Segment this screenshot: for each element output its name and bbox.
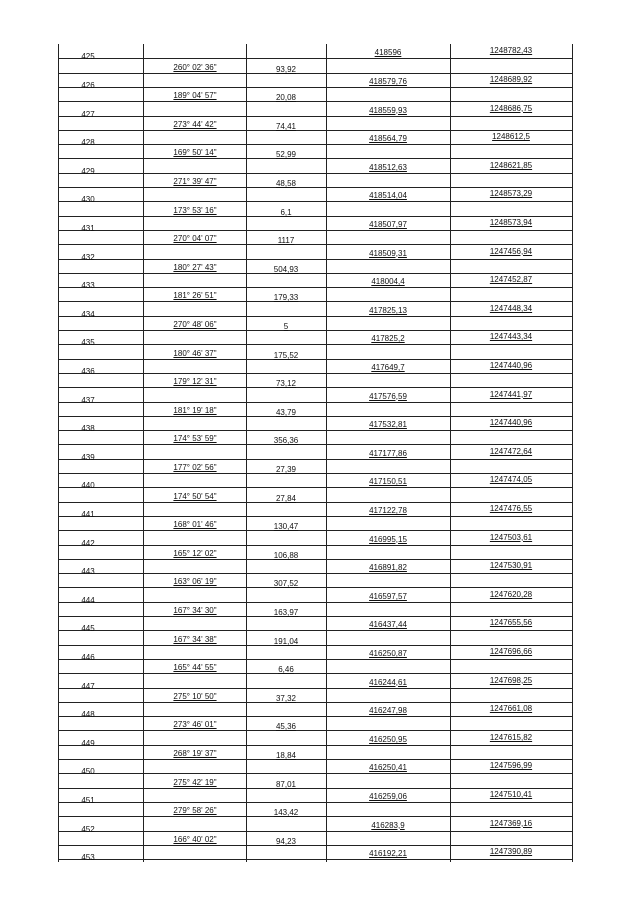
point-number: 432 xyxy=(81,252,95,262)
segment-length: 175,52 xyxy=(273,350,299,360)
row-rule xyxy=(58,373,572,374)
y-coordinate: 1247661,08 xyxy=(489,704,533,714)
segment-length: 191,04 xyxy=(273,636,299,646)
point-number: 453 xyxy=(81,853,95,863)
row-rule xyxy=(58,602,572,603)
direction-angle: 180° 46' 37" xyxy=(173,348,217,358)
x-coordinate: 418512,63 xyxy=(369,162,407,172)
segment-length: 45,36 xyxy=(275,722,297,732)
point-number: 430 xyxy=(81,195,95,205)
segment-length: 52,99 xyxy=(275,150,297,160)
segment-length: 6,46 xyxy=(278,665,294,675)
y-coordinate: 1247390,89 xyxy=(489,847,533,857)
x-coordinate: 416192,21 xyxy=(369,849,407,859)
point-number: 448 xyxy=(81,710,95,720)
y-coordinate: 1247474,05 xyxy=(489,475,533,485)
y-coordinate: 1248689,92 xyxy=(489,74,533,84)
point-number: 427 xyxy=(81,109,95,119)
segment-length: 18,84 xyxy=(275,751,297,760)
segment-length: 87,01 xyxy=(275,779,297,789)
row-rule xyxy=(58,87,572,88)
segment-length: 143,42 xyxy=(273,808,299,818)
y-coordinate: 1247456,94 xyxy=(489,246,533,256)
row-rule xyxy=(58,144,572,145)
x-coordinate: 417177,86 xyxy=(369,448,407,458)
direction-angle: 189° 04' 57" xyxy=(173,91,217,101)
direction-angle: 275° 10' 50" xyxy=(173,691,217,701)
segment-length: 93,92 xyxy=(275,64,297,74)
y-coordinate: 1247476,55 xyxy=(489,503,533,513)
x-coordinate: 418004,4 xyxy=(371,277,405,287)
direction-angle: 167° 34' 38" xyxy=(173,634,217,644)
point-number: 440 xyxy=(81,481,95,491)
x-coordinate: 416244,61 xyxy=(369,677,407,687)
segment-length: 43,79 xyxy=(275,407,297,417)
row-rule xyxy=(58,173,572,174)
row-rule xyxy=(58,316,572,317)
direction-angle: 279° 58' 26" xyxy=(173,806,217,816)
segment-length: 5 xyxy=(283,322,289,331)
direction-angle: 260° 02' 36" xyxy=(173,62,217,72)
point-number: 441 xyxy=(81,509,95,519)
x-coordinate: 416250,87 xyxy=(369,648,407,658)
y-coordinate: 1248573,29 xyxy=(489,189,533,199)
direction-angle: 271° 39' 47" xyxy=(173,177,217,186)
x-coordinate: 416259,06 xyxy=(369,791,407,801)
row-rule xyxy=(58,58,572,59)
y-coordinate: 1247452,87 xyxy=(489,275,533,285)
direction-angle: 273° 44' 42" xyxy=(173,119,217,129)
y-coordinate: 1247698,25 xyxy=(489,675,533,685)
column-border xyxy=(143,44,144,862)
direction-angle: 180° 27' 43" xyxy=(173,262,217,272)
direction-angle: 174° 50' 54" xyxy=(173,491,217,501)
point-number: 443 xyxy=(81,567,95,577)
x-coordinate: 416597,57 xyxy=(369,591,407,601)
row-rule xyxy=(58,287,572,288)
direction-angle: 181° 26' 51" xyxy=(173,291,217,301)
column-border xyxy=(572,44,573,862)
x-coordinate: 418509,31 xyxy=(369,248,407,258)
row-rule xyxy=(58,773,572,774)
point-number: 433 xyxy=(81,281,95,291)
x-coordinate: 417122,78 xyxy=(369,505,407,515)
segment-length: 74,41 xyxy=(275,121,297,131)
direction-angle: 268° 19' 37" xyxy=(173,749,217,758)
direction-angle: 174° 53' 59" xyxy=(173,434,217,444)
direction-angle: 177° 02' 56" xyxy=(173,463,217,472)
direction-angle: 179° 12' 31" xyxy=(173,377,217,387)
point-number: 449 xyxy=(81,738,95,748)
direction-angle: 168° 01' 46" xyxy=(173,520,217,530)
x-coordinate: 416250,41 xyxy=(369,763,407,773)
row-rule xyxy=(58,230,572,231)
segment-length: 20,08 xyxy=(275,93,297,103)
y-coordinate: 1247620,28 xyxy=(489,589,533,599)
direction-angle: 181° 19' 18" xyxy=(173,405,217,415)
y-coordinate: 1247443,34 xyxy=(489,332,533,342)
row-rule xyxy=(58,545,572,546)
segment-length: 73,12 xyxy=(275,379,297,389)
x-coordinate: 416995,15 xyxy=(369,534,407,544)
direction-angle: 165° 12' 02" xyxy=(173,548,217,558)
direction-angle: 166° 40' 02" xyxy=(173,834,217,844)
row-rule xyxy=(58,344,572,345)
point-number: 438 xyxy=(81,424,95,434)
y-coordinate: 1247369,16 xyxy=(489,818,533,828)
row-rule xyxy=(58,802,572,803)
x-coordinate: 417825,13 xyxy=(369,305,407,315)
point-number: 431 xyxy=(81,223,95,233)
point-number: 439 xyxy=(81,452,95,462)
point-number: 435 xyxy=(81,338,95,348)
direction-angle: 270° 04' 07" xyxy=(173,234,217,244)
segment-length: 27,39 xyxy=(275,465,297,474)
segment-length: 179,33 xyxy=(273,293,299,303)
row-rule xyxy=(58,116,572,117)
y-coordinate: 1247655,56 xyxy=(489,618,533,628)
x-coordinate: 416247,98 xyxy=(369,706,407,716)
row-rule xyxy=(58,716,572,717)
direction-angle: 169° 50' 14" xyxy=(173,148,217,158)
point-number: 428 xyxy=(81,138,95,148)
row-rule xyxy=(58,573,572,574)
point-number: 426 xyxy=(81,80,95,90)
segment-length: 356,36 xyxy=(273,436,299,446)
y-coordinate: 1247440,96 xyxy=(489,360,533,370)
direction-angle: 173° 53' 16" xyxy=(173,205,217,215)
point-number: 450 xyxy=(81,767,95,777)
y-coordinate: 1247615,82 xyxy=(489,732,533,742)
segment-length: 163,97 xyxy=(273,608,299,617)
point-number: 442 xyxy=(81,538,95,548)
row-rule xyxy=(58,459,572,460)
direction-angle: 273° 46' 01" xyxy=(173,720,217,730)
direction-angle: 163° 06' 19" xyxy=(173,577,217,587)
y-coordinate: 1247596,99 xyxy=(489,761,533,771)
x-coordinate: 416437,44 xyxy=(369,620,407,630)
x-coordinate: 416283,9 xyxy=(371,820,405,830)
y-coordinate: 1248686,75 xyxy=(489,103,533,113)
point-number: 452 xyxy=(81,824,95,834)
row-rule xyxy=(58,430,572,431)
direction-angle: 167° 34' 30" xyxy=(173,606,217,615)
x-coordinate: 416891,82 xyxy=(369,563,407,573)
row-rule xyxy=(58,201,572,202)
y-coordinate: 1248782,43 xyxy=(489,46,533,56)
x-coordinate: 418507,97 xyxy=(369,219,407,229)
y-coordinate: 1247448,34 xyxy=(489,303,533,313)
segment-length: 1117 xyxy=(277,236,295,246)
segment-length: 6,1 xyxy=(280,207,292,217)
y-coordinate: 1247441,97 xyxy=(489,389,533,399)
y-coordinate: 1248621,85 xyxy=(489,160,533,170)
x-coordinate: 417150,51 xyxy=(369,477,407,487)
segment-length: 37,32 xyxy=(275,693,297,703)
row-rule xyxy=(58,630,572,631)
row-rule xyxy=(58,659,572,660)
point-number: 446 xyxy=(81,652,95,662)
x-coordinate: 418596 xyxy=(374,48,402,58)
segment-length: 130,47 xyxy=(273,522,299,532)
direction-angle: 270° 48' 06" xyxy=(173,320,217,329)
x-coordinate: 418559,93 xyxy=(369,105,407,115)
y-coordinate: 1247510,41 xyxy=(489,789,533,799)
row-rule xyxy=(58,745,572,746)
point-number: 444 xyxy=(81,595,95,605)
segment-length: 504,93 xyxy=(273,264,299,274)
point-number: 436 xyxy=(81,366,95,376)
row-rule xyxy=(58,516,572,517)
x-coordinate: 417576,59 xyxy=(369,391,407,401)
direction-angle: 275° 42' 19" xyxy=(173,777,217,787)
point-number: 447 xyxy=(81,681,95,691)
x-coordinate: 416250,95 xyxy=(369,734,407,744)
point-number: 445 xyxy=(81,624,95,634)
row-rule xyxy=(58,688,572,689)
segment-length: 307,52 xyxy=(273,579,299,589)
y-coordinate: 1247530,91 xyxy=(489,561,533,571)
column-border xyxy=(246,44,247,862)
row-rule xyxy=(58,859,572,860)
point-number: 437 xyxy=(81,395,95,405)
row-rule xyxy=(58,402,572,403)
row-rule xyxy=(58,259,572,260)
x-coordinate: 417825,2 xyxy=(371,334,405,344)
x-coordinate: 418579,76 xyxy=(369,76,407,86)
direction-angle: 165° 44' 55" xyxy=(173,663,217,673)
y-coordinate: 1247503,61 xyxy=(489,532,533,542)
x-coordinate: 418514,04 xyxy=(369,191,407,201)
y-coordinate: 1247696,66 xyxy=(489,646,533,656)
y-coordinate: 1247472,64 xyxy=(489,446,533,456)
y-coordinate: 1247440,96 xyxy=(489,418,533,428)
x-coordinate: 417649,7 xyxy=(371,362,405,372)
x-coordinate: 417532,81 xyxy=(369,420,407,430)
segment-length: 94,23 xyxy=(275,836,297,846)
segment-length: 106,88 xyxy=(273,550,299,560)
x-coordinate: 418564,79 xyxy=(369,134,407,144)
segment-length: 48,58 xyxy=(275,179,297,188)
segment-length: 27,84 xyxy=(275,493,297,503)
y-coordinate: 1248612,5 xyxy=(492,132,530,142)
point-number: 425 xyxy=(81,52,95,62)
y-coordinate: 1248573,94 xyxy=(489,217,533,227)
row-rule xyxy=(58,487,572,488)
point-number: 434 xyxy=(81,309,95,319)
point-number: 451 xyxy=(81,795,95,805)
row-rule xyxy=(58,831,572,832)
point-number: 429 xyxy=(81,166,95,176)
